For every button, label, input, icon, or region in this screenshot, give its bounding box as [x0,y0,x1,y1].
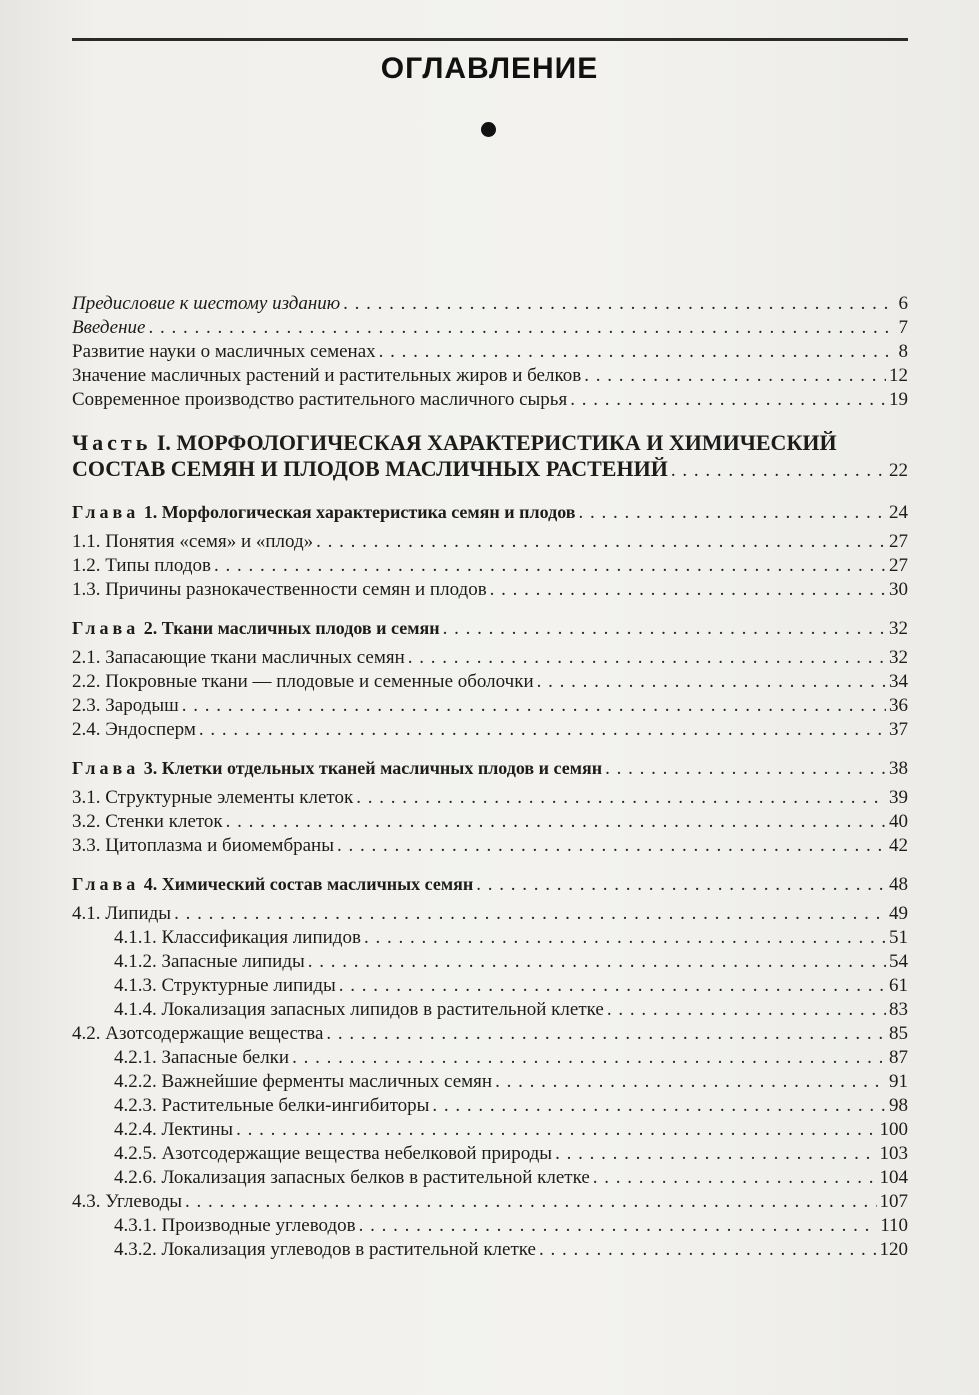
chapter-page: 24 [889,502,908,523]
chapter-page: 32 [889,618,908,639]
chapter-label: Глава [72,874,140,894]
leader-dots [443,617,886,641]
chapter-page: 48 [889,874,908,895]
toc-entry-page: 34 [889,671,908,692]
leader-dots [593,1166,877,1190]
leader-dots [226,810,886,834]
top-rule [72,38,908,41]
toc-entry-text: 4.2.4. Лектины [114,1119,234,1140]
part-page: 22 [889,460,908,481]
chapters [72,500,908,1262]
toc-entry-text: 4.3. Углеводы [72,1191,183,1212]
toc-entry-text: 3.2. Стенки клеток [72,811,223,832]
toc-entry [72,1190,908,1214]
toc-entry-page: 107 [879,1191,908,1212]
toc-entry [72,810,908,834]
toc-entry-text: 2.2. Покровные ткани — плодовые и семенные оболочки [72,671,534,692]
leader-dots [605,757,886,781]
part-label: Часть [72,430,152,455]
toc-entry [72,388,908,412]
toc-entry [72,834,908,858]
toc-entry-page: 30 [889,579,908,600]
chapter-title-text: 4. Химический состав масличных семян [143,874,474,894]
toc-entry-page: 103 [879,1143,908,1164]
part-heading [72,430,908,484]
toc-entry-page: 27 [889,531,908,552]
intro-entries [72,292,908,412]
toc-entry-page: 12 [889,365,908,386]
toc-entry-text: 4.2.5. Азотсодержащие вещества небелковой природы [114,1143,553,1164]
toc-entry-text: Современное производство растительного масличного сырья [72,389,568,410]
toc-entry-page: 39 [889,787,908,808]
toc-entry-page: 32 [889,647,908,668]
toc-entry-text: 4.2. Азотсодержащие вещества [72,1023,324,1044]
leader-dots [364,926,886,950]
leader-dots [555,1142,876,1166]
toc-entry-text: 2.3. Зародыш [72,695,179,716]
leader-dots [537,670,886,694]
toc-entry-page: 104 [879,1167,908,1188]
toc-entry-text: 1.3. Причины разнокачественности семян и плодов [72,579,487,600]
toc-entry-page: 40 [889,811,908,832]
toc-entry-text: 4.3.2. Локализация углеводов в растительной клетке [114,1239,536,1260]
toc-entry-text: 2.4. Эндосперм [72,719,196,740]
leader-dots [671,458,886,484]
part-heading-line1 [72,430,908,456]
chapter-label: Глава [72,502,140,522]
toc-entry [72,316,908,340]
toc-entry [72,718,908,742]
toc-entry [72,902,908,926]
toc-entry-text: 4.2.6. Локализация запасных белков в растительной клетке [114,1167,590,1188]
toc-entry [72,1214,908,1238]
toc-entry-text: 4.1.4. Локализация запасных липидов в растительной клетке [114,999,604,1020]
leader-dots [379,340,896,364]
leader-dots [607,998,886,1022]
leader-dots [490,578,886,602]
leader-dots [182,694,886,718]
chapter-title-text: 2. Ткани масличных плодов и семян [143,618,440,638]
toc-entry-page: 51 [889,927,908,948]
toc-entry [72,1094,908,1118]
toc-entry-text: 1.2. Типы плодов [72,555,211,576]
toc-entry-text: 3.1. Структурные элементы клеток [72,787,354,808]
toc-entry [72,670,908,694]
leader-dots [174,902,886,926]
toc-entry [72,974,908,998]
toc-entry-page: 42 [889,835,908,856]
leader-dots [539,1238,877,1262]
toc-entry-text: Развитие науки о масличных семенах [72,341,376,362]
toc-entry-page: 100 [879,1119,908,1140]
toc-entry-page: 85 [889,1023,908,1044]
chapter-title [72,500,576,524]
toc-entry-text: Предисловие к шестому изданию [72,293,341,314]
leader-dots [356,786,886,810]
leader-dots [185,1190,876,1214]
toc-entry [72,530,908,554]
toc-entry-text: Значение масличных растений и растительных жиров и белков [72,365,582,386]
part-heading-line2 [72,456,908,484]
leader-dots [359,1214,878,1238]
toc-entry-text: 4.3.1. Производные углеводов [114,1215,356,1236]
toc-entry-page: 91 [889,1071,908,1092]
leader-dots [343,292,895,316]
leader-dots [570,388,886,412]
toc-entry [72,1238,908,1262]
toc-entry-page: 6 [898,293,908,314]
toc-entry-page: 110 [880,1215,908,1236]
toc-entry-page: 61 [889,975,908,996]
toc-entry [72,786,908,810]
leader-dots [199,718,886,742]
toc-entry-page: 8 [898,341,908,362]
leader-dots [579,501,887,525]
toc-entry [72,292,908,316]
toc-entry-page: 87 [889,1047,908,1068]
toc-entry [72,1166,908,1190]
leader-dots [337,834,886,858]
chapter-heading [72,616,908,640]
toc-entry-page: 27 [889,555,908,576]
table-of-contents [72,292,908,1262]
toc-entry-page: 120 [879,1239,908,1260]
toc-entry [72,1070,908,1094]
toc-entry-text: 4.1.2. Запасные липиды [114,951,305,972]
toc-entry-text: 2.1. Запасающие ткани масличных семян [72,647,405,668]
toc-entry-page: 36 [889,695,908,716]
toc-entry [72,578,908,602]
chapter-heading [72,756,908,780]
toc-entry [72,340,908,364]
bullet-ornament [481,122,496,137]
leader-dots [236,1118,876,1142]
toc-entry-page: 98 [889,1095,908,1116]
toc-entry-text: 1.1. Понятия «семя» и «плод» [72,531,314,552]
toc-entry-text: Введение [72,317,146,338]
chapter-title [72,756,602,780]
toc-entry-text: 4.1.1. Классификация липидов [114,927,361,948]
toc-entry [72,364,908,388]
toc-entry-text: 4.2.2. Важнейшие ферменты масличных семян [114,1071,493,1092]
chapter-label: Глава [72,758,140,778]
toc-entry [72,1142,908,1166]
part-title-line2: СОСТАВ СЕМЯН И ПЛОДОВ МАСЛИЧНЫХ РАСТЕНИЙ [72,456,668,481]
toc-entry [72,950,908,974]
page-title: ОГЛАВЛЕНИЕ [380,52,599,85]
toc-entry [72,646,908,670]
part-title-line1: I. МОРФОЛОГИЧЕСКАЯ ХАРАКТЕРИСТИКА И ХИМИЧЕСКИЙ [156,430,837,455]
toc-entry-text: 4.2.3. Растительные белки-ингибиторы [114,1095,430,1116]
toc-entry-page: 19 [889,389,908,410]
leader-dots [326,1022,886,1046]
toc-entry [72,694,908,718]
toc-entry-page: 49 [889,903,908,924]
chapter-heading [72,872,908,896]
leader-dots [476,873,886,897]
toc-entry-text: 3.3. Цитоплазма и биомембраны [72,835,334,856]
leader-dots [316,530,886,554]
chapter-heading [72,500,908,524]
toc-entry-text: 4.2.1. Запасные белки [114,1047,290,1068]
toc-entry-page: 54 [889,951,908,972]
chapter-title [72,616,440,640]
toc-entry-text: 4.1.3. Структурные липиды [114,975,336,996]
leader-dots [339,974,886,998]
toc-entry [72,998,908,1022]
leader-dots [148,316,895,340]
chapter-label: Глава [72,618,140,638]
leader-dots [408,646,886,670]
leader-dots [432,1094,886,1118]
toc-entry-text: 4.1. Липиды [72,903,172,924]
leader-dots [214,554,886,578]
chapter-title-text: 3. Клетки отдельных тканей масличных плодов и семян [143,758,603,778]
toc-entry [72,926,908,950]
toc-entry-page: 7 [898,317,908,338]
toc-entry-page: 83 [889,999,908,1020]
leader-dots [308,950,886,974]
toc-entry [72,554,908,578]
chapter-title [72,872,473,896]
toc-entry [72,1118,908,1142]
leader-dots [584,364,886,388]
toc-entry [72,1046,908,1070]
chapter-page: 38 [889,758,908,779]
leader-dots [292,1046,886,1070]
chapter-title-text: 1. Морфологическая характеристика семян и плодов [143,502,576,522]
toc-entry [72,1022,908,1046]
toc-entry-page: 37 [889,719,908,740]
leader-dots [495,1070,886,1094]
